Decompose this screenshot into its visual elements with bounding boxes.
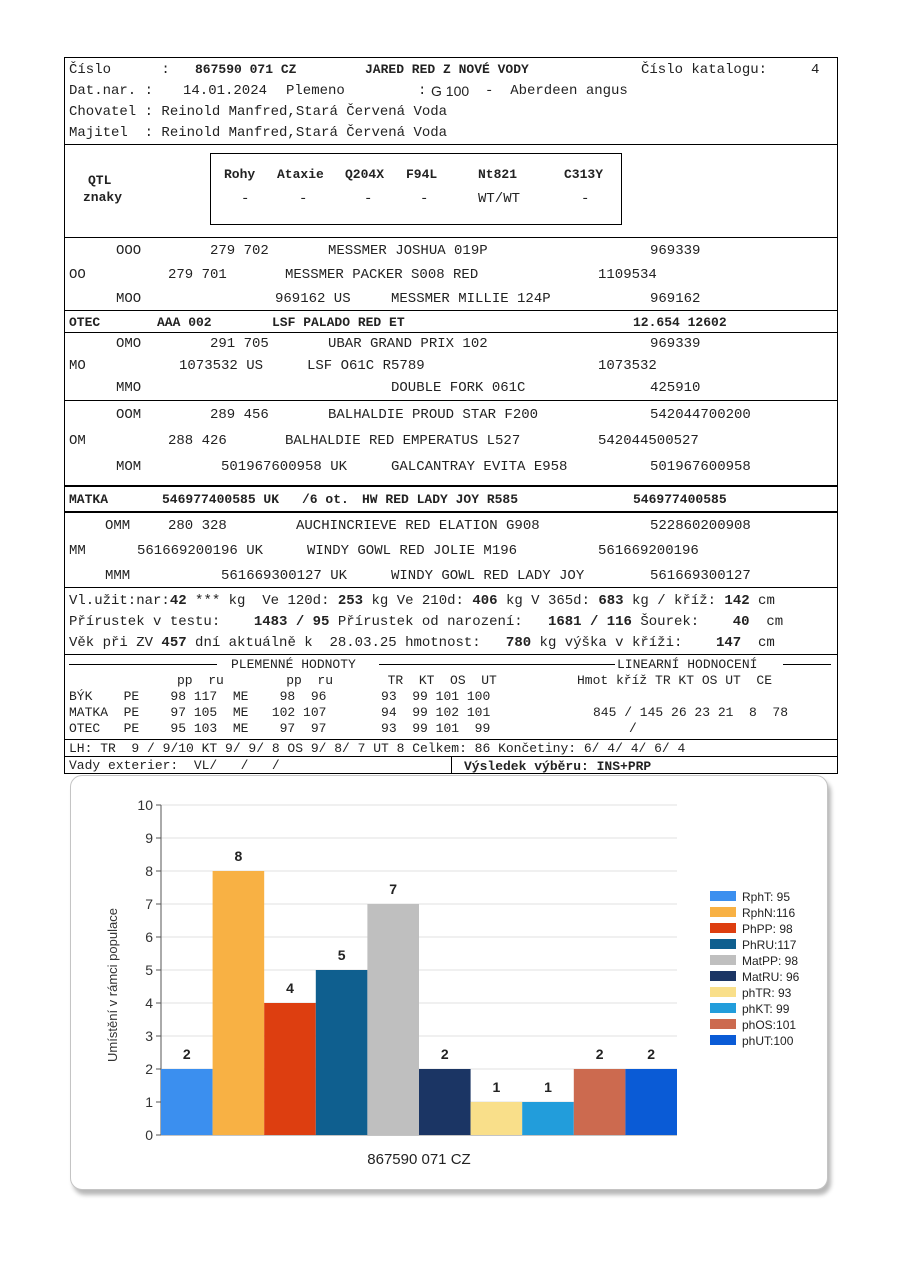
- datnar-value: 14.01.2024: [183, 83, 268, 99]
- chart-bar: [471, 1102, 523, 1135]
- qtl-col-value: -: [364, 191, 373, 207]
- bar-data-label: 2: [182, 1046, 191, 1062]
- ped-num: 501967600958 UK: [221, 459, 348, 475]
- y-tick-label: 4: [145, 995, 153, 1011]
- y-tick-label: 5: [145, 962, 153, 978]
- majitel: Majitel : Reinold Manfred,Stará Červená Voda: [69, 125, 448, 141]
- ped-code: OMM: [105, 518, 131, 534]
- ped-num: 279 702: [210, 243, 269, 259]
- ped-code: OTEC: [69, 315, 101, 330]
- ped-name: UBAR GRAND PRIX 102: [328, 336, 488, 352]
- ped-reg: 1109534: [598, 267, 657, 283]
- x-axis-label: 867590 071 CZ: [367, 1151, 471, 1168]
- plemeno-code: G 100: [431, 83, 470, 99]
- y-tick-label: 6: [145, 929, 153, 945]
- ped-num: 289 456: [210, 407, 269, 423]
- qtl-label: QTL: [88, 173, 112, 188]
- bar-data-label: 4: [286, 980, 294, 996]
- ped-num: 291 705: [210, 336, 269, 352]
- datnar-label: Dat.nar. :: [69, 83, 154, 99]
- header-section: [65, 58, 837, 145]
- katalog-value: 4: [811, 62, 820, 78]
- ped-reg: 969339: [650, 336, 701, 352]
- ped-reg: 501967600958: [650, 459, 751, 475]
- divider: [379, 664, 615, 665]
- qtl-section: [65, 145, 837, 238]
- catalog-sheet: [64, 57, 838, 774]
- legend-swatch: [710, 955, 736, 965]
- qtl-table: [210, 153, 622, 225]
- legend-swatch: [710, 1035, 736, 1045]
- legend-entry: MatRU: 96: [742, 970, 800, 984]
- breeding-header: pp ru pp ru TR KT OS UT: [177, 673, 497, 688]
- bar-data-label: 8: [234, 848, 243, 864]
- chart-bar: [419, 1069, 471, 1135]
- vysledek-vyberu: Výsledek výběru: INS+PRP: [464, 759, 652, 774]
- legend-swatch: [710, 891, 736, 901]
- perf-line-3: Věk při ZV 457 dní aktuálně k 28.03.25 hmotnost: 780 kg výška v kříži: 147 cm: [69, 635, 775, 651]
- y-tick-label: 2: [145, 1061, 153, 1077]
- ped-reg: 969162: [650, 291, 701, 307]
- ped-reg: 522860200908: [650, 518, 751, 534]
- ped-num: 1073532 US: [179, 358, 264, 374]
- linear-values: /: [629, 721, 637, 736]
- chart-bar: [316, 970, 368, 1135]
- qtl-col-name: Q204X: [345, 167, 385, 182]
- ped-name: BALHALDIE RED EMPERATUS L527: [285, 433, 521, 449]
- chart-panel: [70, 775, 828, 1190]
- ped-code: OMO: [116, 336, 142, 352]
- y-tick-label: 9: [145, 830, 153, 846]
- chart-bar: [161, 1069, 213, 1135]
- linear-values: 845 / 145 26 23 21 8 78: [593, 705, 789, 720]
- qtl-col-name: F94L: [406, 167, 438, 182]
- lh-values: LH: TR 9 / 9/10 KT 9/ 9/ 8 OS 9/ 8/ 7 UT 8 Celkem: 86 Končetiny: 6/ 4/ 4/ 6/ 4: [69, 741, 686, 756]
- divider: [783, 664, 831, 665]
- ped-code: MATKA: [69, 492, 109, 507]
- bar-data-label: 5: [337, 947, 346, 963]
- ped-name: AUCHINCRIEVE RED ELATION G908: [296, 518, 540, 534]
- qtl-col-value: -: [299, 191, 308, 207]
- ped-reg: 1073532: [598, 358, 657, 374]
- breeding-row: OTEC PE 95 103 ME 97 97 93 99 101 99: [69, 721, 491, 736]
- chart-bar: [625, 1069, 677, 1135]
- chart-bar: [213, 871, 265, 1135]
- chart-bar: [367, 904, 419, 1135]
- legend-entry: PhRU:117: [742, 938, 797, 952]
- ped-num: 280 328: [168, 518, 227, 534]
- vady-row: [65, 757, 837, 773]
- divider: [69, 664, 217, 665]
- animal-name: JARED RED Z NOVÉ VODY: [365, 62, 529, 77]
- pedigree-sire-grandparents: [65, 238, 837, 311]
- qtl-col-value: -: [241, 191, 250, 207]
- legend-swatch: [710, 907, 736, 917]
- bar-chart: [71, 776, 827, 1189]
- perf-line-2: Přírustek v testu: 1483 / 95 Přírustek od narození: 1681 / 116 Šourek: 40 cm: [69, 614, 784, 630]
- ped-reg: 561669300127: [650, 568, 751, 584]
- pedigree-matka-row: [65, 487, 837, 513]
- bar-data-label: 2: [647, 1046, 656, 1062]
- ped-code: OM: [69, 433, 86, 449]
- ped-name: WINDY GOWL RED LADY JOY: [391, 568, 585, 584]
- ped-name: GALCANTRAY EVITA E958: [391, 459, 568, 475]
- ped-name: LSF O61C R5789: [307, 358, 425, 374]
- pedigree-sire-dam-side: [65, 333, 837, 401]
- breeding-values-section: [65, 655, 837, 740]
- ped-code: MMO: [116, 380, 142, 396]
- legend-swatch: [710, 939, 736, 949]
- y-tick-label: 10: [137, 797, 153, 813]
- ped-num: 969162 US: [275, 291, 351, 307]
- ped-name: LSF PALADO RED ET: [272, 315, 405, 330]
- ped-reg: 425910: [650, 380, 701, 396]
- bar-data-label: 1: [544, 1079, 552, 1095]
- legend-swatch: [710, 1003, 736, 1013]
- legend-entry: phTR: 93: [742, 986, 792, 1000]
- ped-reg: 542044700200: [650, 407, 751, 423]
- vysledek-box: [451, 756, 837, 774]
- legend-swatch: [710, 923, 736, 933]
- breeding-title: PLEMENNÉ HODNOTY: [231, 657, 356, 672]
- y-axis-label: Umístění v rámci populace: [105, 908, 120, 1062]
- chart-bar: [574, 1069, 626, 1135]
- ped-name: DOUBLE FORK 061C: [391, 380, 526, 396]
- qtl-znaky-label: znaky: [83, 190, 123, 205]
- katalog-label: Číslo katalogu:: [641, 62, 768, 78]
- ped-code: MO: [69, 358, 86, 374]
- ped-code: MOM: [116, 459, 142, 475]
- linear-header: Hmot kříž TR KT OS UT CE: [577, 673, 773, 688]
- ped-num: AAA 002: [157, 315, 212, 330]
- ped-name: MESSMER MILLIE 124P: [391, 291, 551, 307]
- legend-entry: phOS:101: [742, 1018, 797, 1032]
- y-tick-label: 8: [145, 863, 153, 879]
- bar-data-label: 1: [492, 1079, 501, 1095]
- legend-swatch: [710, 971, 736, 981]
- bar-data-label: 2: [595, 1046, 604, 1062]
- chovatel: Chovatel : Reinold Manfred,Stará Červená Voda: [69, 104, 448, 120]
- ped-num: 279 701: [168, 267, 227, 283]
- ped-code: MOO: [116, 291, 142, 307]
- ped-code: OOM: [116, 407, 142, 423]
- plemeno-label: Plemeno: [286, 83, 345, 99]
- qtl-col-name: Nt821: [478, 167, 518, 182]
- cislo-value: 867590 071 CZ: [195, 62, 297, 77]
- pedigree-otec-row: [65, 311, 837, 333]
- ped-extra: /6 ot.: [302, 492, 349, 507]
- pedigree-dam-dam-side: [65, 513, 837, 588]
- vady-exterier: Vady exterier: VL/ / /: [69, 758, 280, 773]
- qtl-col-value: -: [420, 191, 429, 207]
- ped-name: WINDY GOWL RED JOLIE M196: [307, 543, 518, 559]
- ped-reg: 546977400585: [633, 492, 727, 507]
- y-tick-label: 3: [145, 1028, 153, 1044]
- qtl-col-name: Rohy: [224, 167, 256, 182]
- legend-swatch: [710, 987, 736, 997]
- performance-section: [65, 588, 837, 655]
- breeding-row: MATKA PE 97 105 ME 102 107 94 99 102 101: [69, 705, 491, 720]
- cislo-label: Číslo :: [69, 62, 170, 78]
- bar-data-label: 2: [440, 1046, 449, 1062]
- ped-reg: 12.654 12602: [633, 315, 727, 330]
- perf-line-1: Vl.užit:nar:42 *** kg Ve 120d: 253 kg Ve 210d: 406 kg V 365d: 683 kg / kříž: 142 cm: [69, 593, 775, 609]
- qtl-col-value: -: [581, 191, 590, 207]
- legend-entry: RphT: 95: [742, 890, 791, 904]
- legend-entry: phKT: 99: [742, 1002, 790, 1016]
- y-tick-label: 7: [145, 896, 153, 912]
- chart-bar: [522, 1102, 574, 1135]
- ped-reg: 542044500527: [598, 433, 699, 449]
- ped-code: OO: [69, 267, 86, 283]
- ped-num: 561669300127 UK: [221, 568, 348, 584]
- breeding-row: BÝK PE 98 117 ME 98 96 93 99 101 100: [69, 689, 491, 704]
- ped-name: MESSMER JOSHUA 019P: [328, 243, 488, 259]
- legend-swatch: [710, 1019, 736, 1029]
- legend-entry: PhPP: 98: [742, 922, 793, 936]
- legend-entry: phUT:100: [742, 1034, 794, 1048]
- y-tick-label: 1: [145, 1094, 153, 1110]
- lh-row: [65, 740, 837, 757]
- ped-reg: 561669200196: [598, 543, 699, 559]
- pedigree-dam-grandparents: [65, 401, 837, 487]
- ped-name: MESSMER PACKER S008 RED: [285, 267, 479, 283]
- ped-code: MMM: [105, 568, 131, 584]
- qtl-col-value: WT/WT: [478, 191, 521, 207]
- plemeno-sep: :: [418, 83, 427, 99]
- y-tick-label: 0: [145, 1127, 153, 1143]
- qtl-col-name: Ataxie: [277, 167, 324, 182]
- plemeno-value: - Aberdeen angus: [485, 83, 628, 99]
- chart-bar: [264, 1003, 316, 1135]
- ped-code: MM: [69, 543, 86, 559]
- ped-name: HW RED LADY JOY R585: [362, 492, 519, 507]
- linear-title: LINEARNÍ HODNOCENÍ: [617, 657, 758, 672]
- ped-reg: 969339: [650, 243, 701, 259]
- ped-name: BALHALDIE PROUD STAR F200: [328, 407, 539, 423]
- legend-entry: MatPP: 98: [742, 954, 799, 968]
- legend-entry: RphN:116: [742, 906, 796, 920]
- ped-code: OOO: [116, 243, 142, 259]
- bar-data-label: 7: [389, 881, 398, 897]
- ped-num: 561669200196 UK: [137, 543, 264, 559]
- ped-num: 546977400585 UK: [162, 492, 280, 507]
- ped-num: 288 426: [168, 433, 227, 449]
- qtl-col-name: C313Y: [564, 167, 604, 182]
